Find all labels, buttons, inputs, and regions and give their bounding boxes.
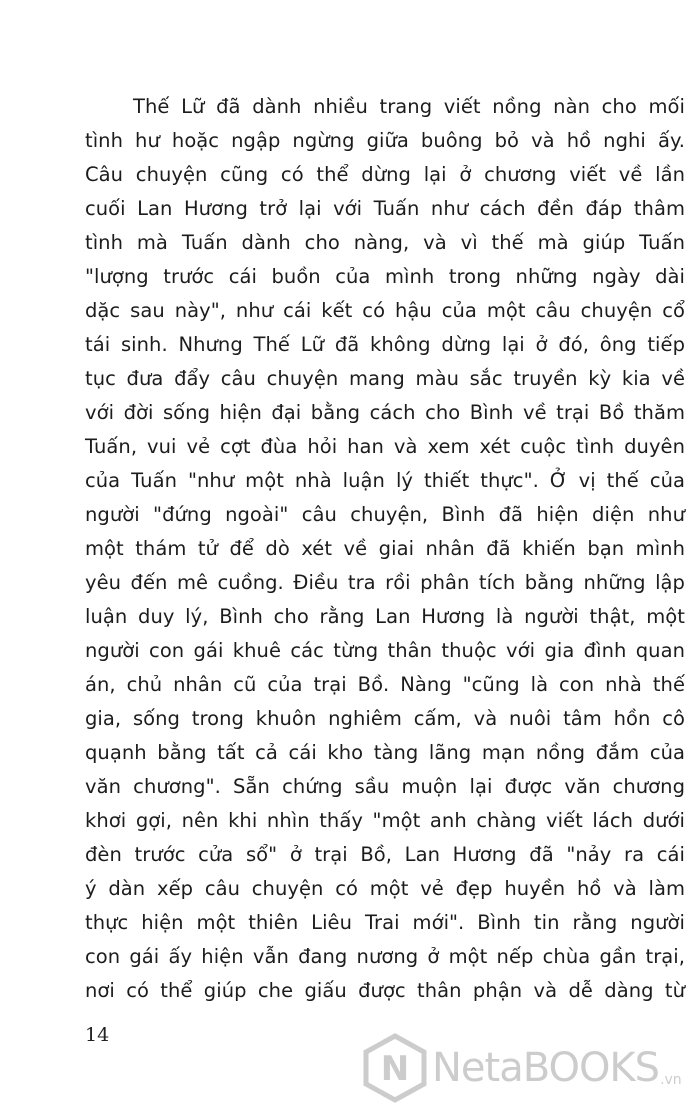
paragraph-line: tình hư hoặc ngập ngừng giữa buông bỏ và hồ nghi ấy. (85, 129, 685, 152)
paragraph-line: một thám tử để dò xét về giai nhân đã khiến bạn mình (85, 537, 685, 560)
paragraph-line: tục đưa đẩy câu chuyện mang màu sắc truyền kỳ kia về (85, 367, 685, 390)
watermark-brand: NetaBOOKS (432, 1045, 660, 1091)
paragraph-line: dặc sau này", như cái kết có hậu của một câu chuyện cổ (85, 299, 685, 322)
paragraph-line: văn chương". Sẵn chứng sầu muộn lại được văn chương (85, 775, 685, 798)
paragraph-line: quạnh bằng tất cả cái kho tàng lãng mạn nồng đắm của (85, 741, 685, 764)
paragraph-line: với đời sống hiện đại bằng cách cho Bình về trại Bồ thăm (85, 401, 685, 424)
paragraph-line: gia, sống trong khuôn nghiêm cấm, và nuôi tâm hồn cô (85, 707, 685, 730)
paragraph-line: luận duy lý, Bình cho rằng Lan Hương là người thật, một (85, 605, 685, 628)
paragraph-line: thực hiện một thiên Liêu Trai mới". Bình tin rằng người (85, 911, 685, 934)
watermark-suffix: .vn (660, 1072, 682, 1088)
paragraph-line: Tuấn, vui vẻ cợt đùa hỏi han và xem xét cuộc tình duyên (85, 435, 685, 458)
paragraph-line: cuối Lan Hương trở lại với Tuấn như cách đền đáp thâm (85, 197, 685, 220)
paragraph-line: "lượng trước cái buồn của mình trong những ngày dài (85, 265, 685, 288)
paragraph-line: tình mà Tuấn dành cho nàng, và vì thế mà giúp Tuấn (85, 231, 685, 254)
svg-text:N: N (380, 1049, 410, 1089)
paragraph-line: đèn trước cửa sổ" ở trại Bồ, Lan Hương đã "nảy ra cái (85, 843, 685, 866)
netabooks-watermark (362, 1032, 692, 1104)
paragraph-line: người con gái khuê các từng thân thuộc với gia đình quan (85, 639, 685, 662)
netabooks-logo-icon (362, 1033, 428, 1103)
paragraph-line: án, chủ nhân cũ của trại Bồ. Nàng "cũng là con nhà thế (85, 673, 685, 696)
paragraph-line: người "đứng ngoài" câu chuyện, Bình đã hiện diện như (85, 503, 685, 526)
paragraph-line: ý dàn xếp câu chuyện có một vẻ đẹp huyền hồ và làm (85, 877, 685, 900)
paragraph-line: con gái ấy hiện vẫn đang nương ở một nếp chùa gần trại, (85, 945, 685, 968)
body-paragraph (85, 90, 685, 1008)
paragraph-line: khơi gợi, nên khi nhìn thấy "một anh chàng viết lách dưới (85, 809, 685, 832)
paragraph-line: yêu đến mê cuồng. Điều tra rồi phân tích bằng những lập (85, 571, 685, 594)
page-number: 14 (85, 1024, 110, 1046)
paragraph-line: Thế Lữ đã dành nhiều trang viết nồng nàn cho mối (133, 95, 685, 118)
paragraph-line: của Tuấn "như một nhà luận lý thiết thực". Ở vị thế của (85, 469, 685, 492)
paragraph-line: tái sinh. Nhưng Thế Lữ đã không dừng lại ở đó, ông tiếp (85, 333, 685, 356)
paragraph-line: Câu chuyện cũng có thể dừng lại ở chương viết về lần (85, 163, 685, 186)
paragraph-line: nơi có thể giúp che giấu được thân phận và dễ dàng từ (85, 979, 685, 1002)
